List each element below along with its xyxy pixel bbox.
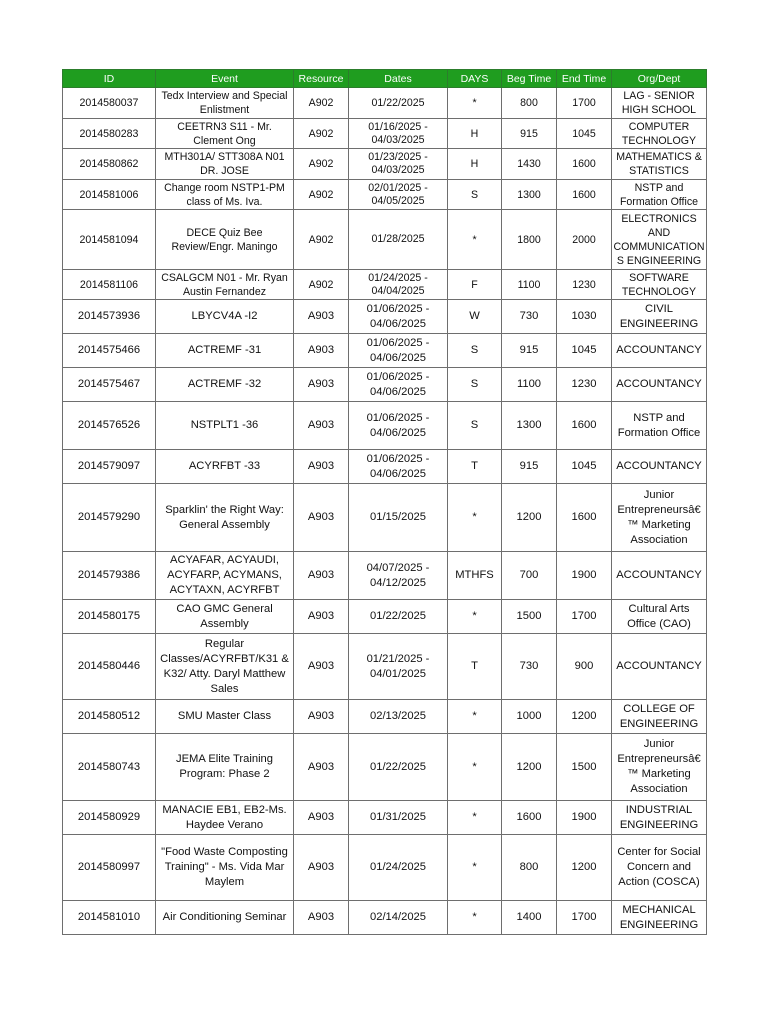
cell-beg-time: 1100 <box>502 270 557 300</box>
cell-days: H <box>448 149 502 180</box>
cell-org: ELECTRONICS AND COMMUNICATIONS ENGINEERING <box>612 210 707 270</box>
cell-resource: A903 <box>294 801 349 835</box>
cell-dates: 01/06/2025 - 04/06/2025 <box>349 368 448 402</box>
cell-event: Change room NSTP1-PM class of Ms. Iva. <box>156 180 294 210</box>
cell-resource: A903 <box>294 734 349 801</box>
cell-beg-time: 915 <box>502 450 557 484</box>
cell-org: ACCOUNTANCY <box>612 634 707 700</box>
cell-org: Junior Entrepreneursâ€™ Marketing Association <box>612 484 707 552</box>
cell-end-time: 1600 <box>557 484 612 552</box>
cell-org: CIVIL ENGINEERING <box>612 300 707 334</box>
table-row <box>63 835 707 901</box>
cell-beg-time: 1300 <box>502 402 557 450</box>
cell-resource: A903 <box>294 368 349 402</box>
cell-event: JEMA Elite Training Program: Phase 2 <box>156 734 294 801</box>
cell-dates: 02/14/2025 <box>349 901 448 935</box>
cell-resource: A902 <box>294 88 349 119</box>
cell-dates: 01/31/2025 <box>349 801 448 835</box>
table-row <box>63 734 707 801</box>
cell-beg-time: 1200 <box>502 734 557 801</box>
cell-days: W <box>448 300 502 334</box>
column-header-event: Event <box>156 70 294 88</box>
cell-resource: A903 <box>294 634 349 700</box>
table-row <box>63 88 707 119</box>
cell-days: T <box>448 634 502 700</box>
cell-end-time: 1500 <box>557 734 612 801</box>
cell-days: * <box>448 484 502 552</box>
cell-dates: 01/06/2025 - 04/06/2025 <box>349 334 448 368</box>
cell-days: S <box>448 368 502 402</box>
cell-id: 2014580743 <box>63 734 156 801</box>
cell-beg-time: 1430 <box>502 149 557 180</box>
cell-id: 2014580997 <box>63 835 156 901</box>
cell-id: 2014579290 <box>63 484 156 552</box>
cell-event: Air Conditioning Seminar <box>156 901 294 935</box>
column-header-dates: Dates <box>349 70 448 88</box>
table-row <box>63 210 707 270</box>
cell-beg-time: 1800 <box>502 210 557 270</box>
cell-resource: A903 <box>294 450 349 484</box>
cell-id: 2014580283 <box>63 119 156 149</box>
cell-days: * <box>448 801 502 835</box>
table-row <box>63 552 707 600</box>
cell-end-time: 1900 <box>557 801 612 835</box>
cell-dates: 01/15/2025 <box>349 484 448 552</box>
cell-end-time: 900 <box>557 634 612 700</box>
table-row <box>63 600 707 634</box>
cell-id: 2014573936 <box>63 300 156 334</box>
cell-end-time: 1230 <box>557 270 612 300</box>
cell-beg-time: 1200 <box>502 484 557 552</box>
cell-end-time: 1900 <box>557 552 612 600</box>
cell-end-time: 1600 <box>557 402 612 450</box>
column-header-org-dept: Org/Dept <box>612 70 707 88</box>
cell-id: 2014575466 <box>63 334 156 368</box>
cell-resource: A903 <box>294 300 349 334</box>
cell-org: NSTP and Formation Office <box>612 180 707 210</box>
cell-event: "Food Waste Composting Training" - Ms. Vida Mar Maylem <box>156 835 294 901</box>
table-row <box>63 901 707 935</box>
cell-id: 2014581106 <box>63 270 156 300</box>
cell-id: 2014581094 <box>63 210 156 270</box>
table-row <box>63 368 707 402</box>
cell-days: * <box>448 88 502 119</box>
cell-dates: 02/01/2025 - 04/05/2025 <box>349 180 448 210</box>
cell-end-time: 1200 <box>557 835 612 901</box>
cell-id: 2014579386 <box>63 552 156 600</box>
cell-event: CAO GMC General Assembly <box>156 600 294 634</box>
cell-days: * <box>448 210 502 270</box>
cell-id: 2014575467 <box>63 368 156 402</box>
cell-org: MATHEMATICS & STATISTICS <box>612 149 707 180</box>
cell-org: LAG - SENIOR HIGH SCHOOL <box>612 88 707 119</box>
cell-resource: A902 <box>294 180 349 210</box>
cell-dates: 01/23/2025 - 04/03/2025 <box>349 149 448 180</box>
cell-dates: 01/06/2025 - 04/06/2025 <box>349 402 448 450</box>
cell-resource: A902 <box>294 149 349 180</box>
cell-days: * <box>448 835 502 901</box>
table-row <box>63 634 707 700</box>
cell-dates: 02/13/2025 <box>349 700 448 734</box>
cell-resource: A903 <box>294 835 349 901</box>
cell-event: CSALGCM N01 - Mr. Ryan Austin Fernandez <box>156 270 294 300</box>
cell-end-time: 1600 <box>557 180 612 210</box>
cell-id: 2014576526 <box>63 402 156 450</box>
cell-id: 2014581006 <box>63 180 156 210</box>
cell-event: Tedx Interview and Special Enlistment <box>156 88 294 119</box>
cell-id: 2014581010 <box>63 901 156 935</box>
cell-beg-time: 1000 <box>502 700 557 734</box>
cell-org: ACCOUNTANCY <box>612 334 707 368</box>
column-header-days: DAYS <box>448 70 502 88</box>
cell-end-time: 1700 <box>557 901 612 935</box>
cell-event: NSTPLT1 -36 <box>156 402 294 450</box>
cell-dates: 01/21/2025 - 04/01/2025 <box>349 634 448 700</box>
cell-dates: 01/22/2025 <box>349 600 448 634</box>
cell-event: Sparklin' the Right Way: General Assembly <box>156 484 294 552</box>
cell-id: 2014580512 <box>63 700 156 734</box>
cell-dates: 01/06/2025 - 04/06/2025 <box>349 300 448 334</box>
cell-id: 2014579097 <box>63 450 156 484</box>
cell-org: Center for Social Concern and Action (COSCA) <box>612 835 707 901</box>
cell-dates: 01/24/2025 - 04/04/2025 <box>349 270 448 300</box>
table-row <box>63 450 707 484</box>
table-row <box>63 334 707 368</box>
cell-days: * <box>448 600 502 634</box>
cell-end-time: 2000 <box>557 210 612 270</box>
cell-org: COLLEGE OF ENGINEERING <box>612 700 707 734</box>
column-header-end-time: End Time <box>557 70 612 88</box>
cell-org: ACCOUNTANCY <box>612 552 707 600</box>
cell-end-time: 1700 <box>557 88 612 119</box>
cell-resource: A903 <box>294 552 349 600</box>
cell-days: * <box>448 700 502 734</box>
cell-days: MTHFS <box>448 552 502 600</box>
cell-days: S <box>448 180 502 210</box>
cell-resource: A903 <box>294 600 349 634</box>
cell-end-time: 1700 <box>557 600 612 634</box>
cell-org: NSTP and Formation Office <box>612 402 707 450</box>
table-row <box>63 180 707 210</box>
cell-event: MTH301A/ STT308A N01 DR. JOSE <box>156 149 294 180</box>
cell-dates: 01/22/2025 <box>349 88 448 119</box>
cell-id: 2014580037 <box>63 88 156 119</box>
table-row <box>63 700 707 734</box>
cell-resource: A902 <box>294 270 349 300</box>
cell-dates: 01/06/2025 - 04/06/2025 <box>349 450 448 484</box>
cell-resource: A902 <box>294 210 349 270</box>
cell-beg-time: 915 <box>502 119 557 149</box>
cell-beg-time: 800 <box>502 835 557 901</box>
cell-event: CEETRN3 S11 - Mr. Clement Ong <box>156 119 294 149</box>
cell-dates: 01/24/2025 <box>349 835 448 901</box>
column-header-resource: Resource <box>294 70 349 88</box>
table-body <box>63 88 707 935</box>
cell-days: T <box>448 450 502 484</box>
cell-beg-time: 800 <box>502 88 557 119</box>
cell-org: ACCOUNTANCY <box>612 450 707 484</box>
cell-event: ACYRFBT -33 <box>156 450 294 484</box>
cell-end-time: 1600 <box>557 149 612 180</box>
cell-event: DECE Quiz Bee Review/Engr. Maningo <box>156 210 294 270</box>
cell-id: 2014580929 <box>63 801 156 835</box>
schedule-table <box>62 69 707 935</box>
cell-resource: A903 <box>294 402 349 450</box>
column-header-beg-time: Beg Time <box>502 70 557 88</box>
header-row <box>63 70 707 88</box>
cell-end-time: 1200 <box>557 700 612 734</box>
cell-end-time: 1230 <box>557 368 612 402</box>
cell-event: LBYCV4A -I2 <box>156 300 294 334</box>
cell-id: 2014580862 <box>63 149 156 180</box>
cell-event: ACTREMF -31 <box>156 334 294 368</box>
cell-org: Cultural Arts Office (CAO) <box>612 600 707 634</box>
cell-resource: A903 <box>294 700 349 734</box>
cell-end-time: 1030 <box>557 300 612 334</box>
cell-org: INDUSTRIAL ENGINEERING <box>612 801 707 835</box>
cell-days: S <box>448 402 502 450</box>
cell-resource: A903 <box>294 901 349 935</box>
cell-org: COMPUTER TECHNOLOGY <box>612 119 707 149</box>
cell-beg-time: 1100 <box>502 368 557 402</box>
cell-dates: 01/28/2025 <box>349 210 448 270</box>
cell-resource: A903 <box>294 334 349 368</box>
table-row <box>63 300 707 334</box>
cell-beg-time: 730 <box>502 300 557 334</box>
cell-beg-time: 1300 <box>502 180 557 210</box>
cell-beg-time: 915 <box>502 334 557 368</box>
cell-days: F <box>448 270 502 300</box>
cell-beg-time: 1500 <box>502 600 557 634</box>
cell-dates: 01/16/2025 - 04/03/2025 <box>349 119 448 149</box>
cell-beg-time: 1400 <box>502 901 557 935</box>
cell-org: Junior Entrepreneursâ€™ Marketing Association <box>612 734 707 801</box>
cell-resource: A902 <box>294 119 349 149</box>
cell-days: H <box>448 119 502 149</box>
cell-event: Regular Classes/ACYRFBT/K31 & K32/ Atty. Daryl Matthew Sales <box>156 634 294 700</box>
cell-days: S <box>448 334 502 368</box>
cell-event: SMU Master Class <box>156 700 294 734</box>
cell-dates: 01/22/2025 <box>349 734 448 801</box>
cell-beg-time: 730 <box>502 634 557 700</box>
table-row <box>63 402 707 450</box>
cell-resource: A903 <box>294 484 349 552</box>
table-row <box>63 149 707 180</box>
table-row <box>63 119 707 149</box>
table-row <box>63 801 707 835</box>
cell-event: MANACIE EB1, EB2-Ms. Haydee Verano <box>156 801 294 835</box>
cell-event: ACYAFAR, ACYAUDI, ACYFARP, ACYMANS, ACYTAXN, ACYRFBT <box>156 552 294 600</box>
cell-event: ACTREMF -32 <box>156 368 294 402</box>
cell-end-time: 1045 <box>557 119 612 149</box>
table-row <box>63 484 707 552</box>
cell-id: 2014580446 <box>63 634 156 700</box>
cell-beg-time: 1600 <box>502 801 557 835</box>
cell-org: SOFTWARE TECHNOLOGY <box>612 270 707 300</box>
cell-org: MECHANICAL ENGINEERING <box>612 901 707 935</box>
cell-days: * <box>448 901 502 935</box>
cell-days: * <box>448 734 502 801</box>
cell-id: 2014580175 <box>63 600 156 634</box>
cell-dates: 04/07/2025 - 04/12/2025 <box>349 552 448 600</box>
cell-end-time: 1045 <box>557 334 612 368</box>
table-row <box>63 270 707 300</box>
column-header-id: ID <box>63 70 156 88</box>
cell-beg-time: 700 <box>502 552 557 600</box>
cell-end-time: 1045 <box>557 450 612 484</box>
cell-org: ACCOUNTANCY <box>612 368 707 402</box>
